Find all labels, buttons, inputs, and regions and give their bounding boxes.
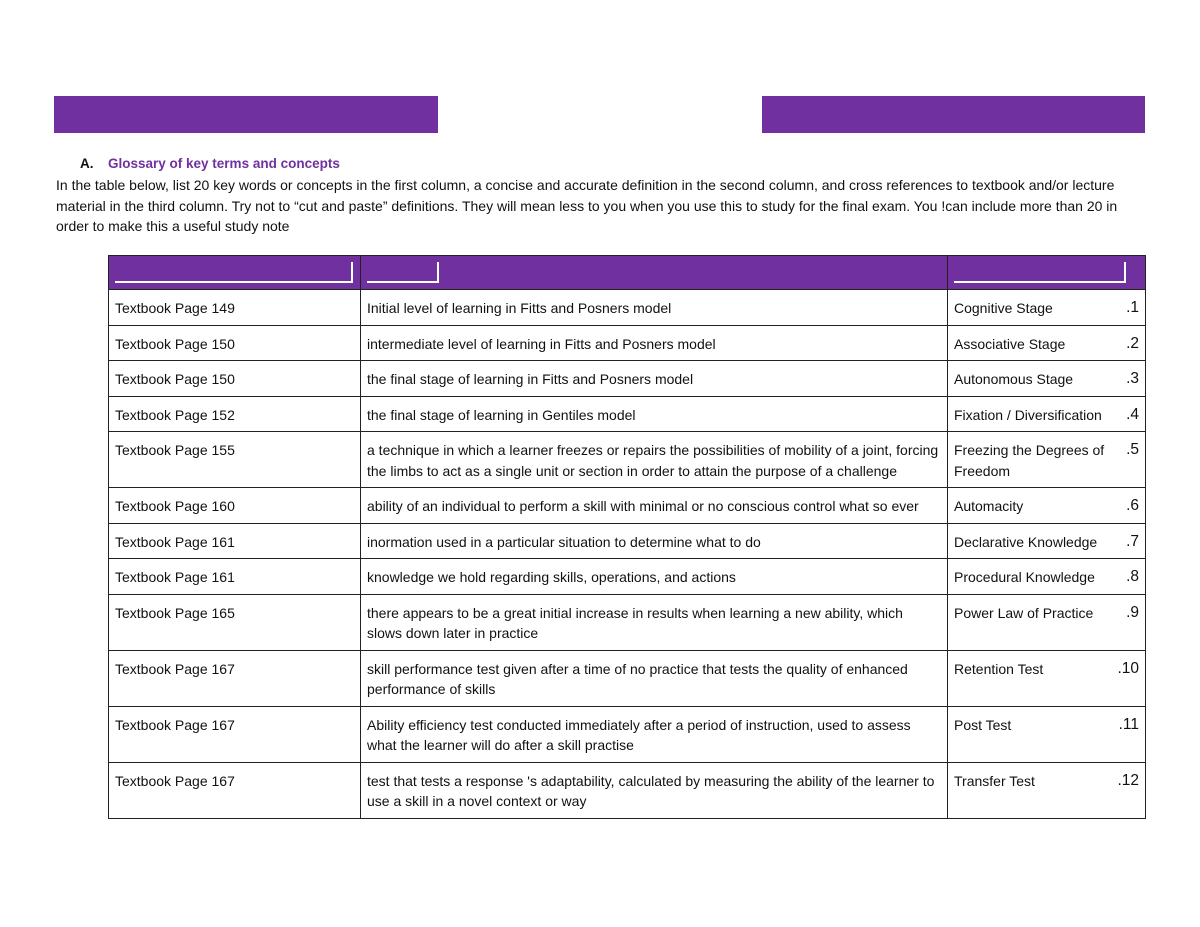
reference-cell: Textbook Page 165: [109, 594, 361, 650]
term-cell: [948, 361, 1146, 397]
table-row: [109, 594, 1146, 650]
term-number: .1: [1126, 299, 1139, 316]
table-row: [109, 290, 1146, 326]
table-row: [109, 523, 1146, 559]
term-label: Fixation / Diversification: [954, 406, 1102, 423]
instructions-paragraph: In the table below, list 20 key words or concepts in the first column, a concise and accurate definition in the second column, and cross references to textbook and/or lecture material in the third column. Try not to “cut and paste” definitions. They will mean less to you when you use this to study for the final exam. You !can include more than 20 in order to make this a useful study note: [56, 177, 1118, 234]
definition-cell: inormation used in a particular situation to determine what to do: [361, 523, 948, 559]
term-number: .11: [1118, 715, 1139, 733]
term-cell: [948, 325, 1146, 361]
definition-cell: knowledge we hold regarding skills, operations, and actions: [361, 559, 948, 595]
reference-cell: Textbook Page 150: [109, 361, 361, 397]
glossary-table: [108, 255, 1146, 819]
reference-cell: Textbook Page 149: [109, 290, 361, 326]
term-label: Transfer Test: [954, 772, 1035, 789]
reference-cell: Textbook Page 152: [109, 396, 361, 432]
term-label: Procedural Knowledge: [954, 569, 1095, 585]
header-banner-right: [762, 96, 1145, 133]
term-label: Autonomous Stage: [954, 371, 1074, 387]
term-label: Automacity: [954, 498, 1024, 514]
section-heading: [80, 156, 340, 171]
definition-cell: Initial level of learning in Fitts and Posners model: [361, 290, 948, 326]
term-cell: [948, 594, 1146, 650]
reference-cell: Textbook Page 167: [109, 706, 361, 762]
reference-cell: Textbook Page 167: [109, 762, 361, 818]
term-cell: [948, 396, 1146, 432]
term-label: Cognitive Stage: [954, 300, 1053, 316]
table-row: [109, 706, 1146, 762]
table-row: [109, 432, 1146, 488]
reference-cell: Textbook Page 161: [109, 559, 361, 595]
table-row: [109, 559, 1146, 595]
term-cell: [948, 559, 1146, 595]
term-cell: [948, 650, 1146, 706]
section-title: Glossary of key terms and concepts: [108, 156, 340, 171]
term-number: .3: [1126, 370, 1139, 387]
term-label: Declarative Knowledge: [954, 533, 1098, 550]
table-row: [109, 361, 1146, 397]
term-cell: [948, 290, 1146, 326]
section-letter: A.: [80, 156, 94, 171]
table-row: [109, 762, 1146, 818]
term-cell: [948, 488, 1146, 524]
term-number: .8: [1126, 568, 1139, 585]
term-label: Power Law of Practice: [954, 604, 1094, 621]
term-number: .12: [1117, 771, 1139, 789]
header-cell-definition: [361, 256, 948, 290]
header-cell-reference: [109, 256, 361, 290]
table-row: [109, 396, 1146, 432]
term-number: .4: [1126, 405, 1139, 423]
table-row: [109, 488, 1146, 524]
reference-cell: Textbook Page 155: [109, 432, 361, 488]
term-number: .6: [1126, 497, 1139, 514]
term-cell: [948, 523, 1146, 559]
definition-cell: a technique in which a learner freezes or repairs the possibilities of mobility of a joint, forcing the limbs to act as a single unit or section in order to attain the purpose of a challenge: [361, 432, 948, 488]
term-label: Associative Stage: [954, 335, 1066, 352]
reference-cell: Textbook Page 161: [109, 523, 361, 559]
term-cell: [948, 706, 1146, 762]
table-row: [109, 325, 1146, 361]
term-cell: [948, 432, 1146, 488]
reference-cell: Textbook Page 160: [109, 488, 361, 524]
term-label: Freezing the Degrees of Freedom: [954, 442, 1105, 479]
definition-cell: ability of an individual to perform a skill with minimal or no conscious control what so ever: [361, 488, 948, 524]
definition-cell: the final stage of learning in Fitts and Posners model: [361, 361, 948, 397]
definition-cell: there appears to be a great initial increase in results when learning a new ability, which slows down later in practice: [361, 594, 948, 650]
header-banner-left: [54, 96, 438, 133]
definition-cell: the final stage of learning in Gentiles model: [361, 396, 948, 432]
term-label: Retention Test: [954, 660, 1044, 677]
term-number: .2: [1126, 334, 1139, 352]
term-number: .10: [1117, 659, 1139, 677]
table-row: [109, 650, 1146, 706]
header-cell-term: [948, 256, 1146, 290]
definition-cell: skill performance test given after a time of no practice that tests the quality of enhanced performance of skills: [361, 650, 948, 706]
term-number: .5: [1126, 441, 1139, 458]
term-cell: [948, 762, 1146, 818]
term-label: Post Test: [954, 716, 1012, 733]
reference-cell: Textbook Page 167: [109, 650, 361, 706]
definition-cell: intermediate level of learning in Fitts and Posners model: [361, 325, 948, 361]
term-number: .9: [1126, 603, 1139, 621]
reference-cell: Textbook Page 150: [109, 325, 361, 361]
definition-cell: test that tests a response 's adaptability, calculated by measuring the ability of the learner to use a skill in a novel context or way: [361, 762, 948, 818]
table-header-row: [109, 256, 1146, 290]
term-number: .7: [1126, 532, 1139, 550]
definition-cell: Ability efficiency test conducted immediately after a period of instruction, used to assess what the learner will do after a skill practise: [361, 706, 948, 762]
